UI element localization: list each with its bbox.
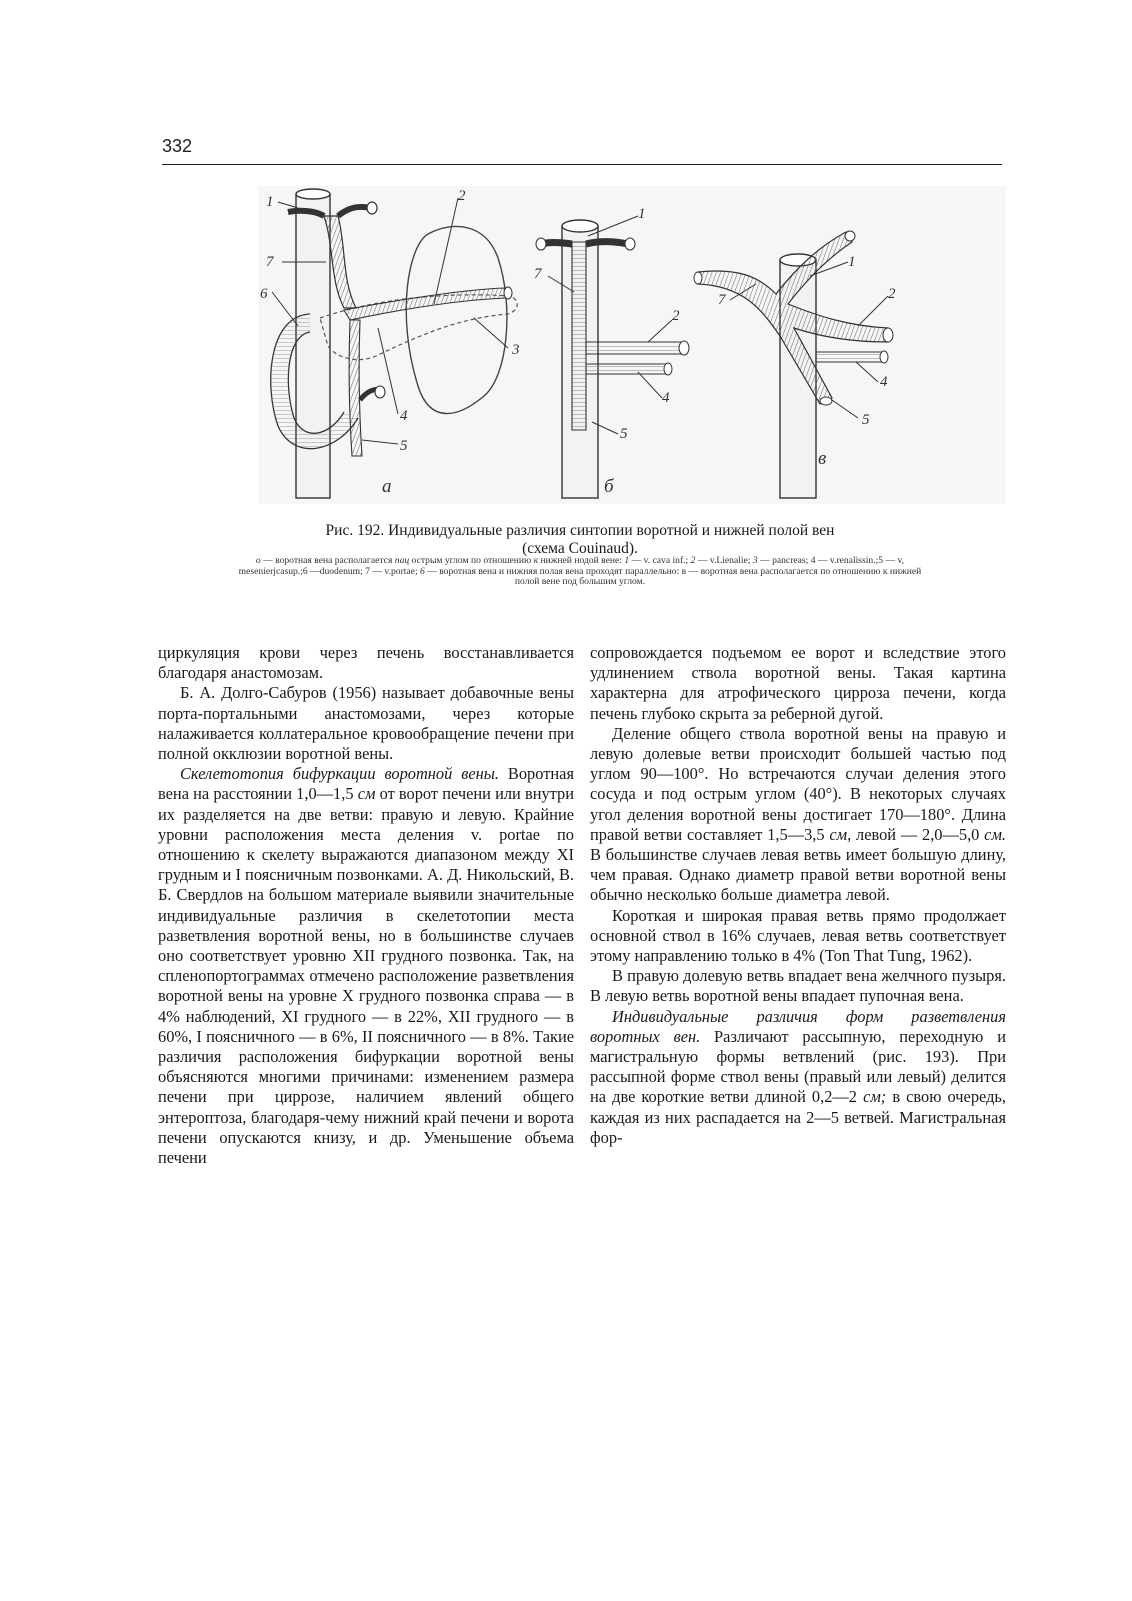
- text-run: циркуляция крови через печень восстанавливается благодаря анастомозам.: [158, 643, 574, 683]
- header-rule: [162, 164, 1002, 165]
- emphasis-text: см: [357, 784, 376, 804]
- emphasis-text: см;: [863, 1087, 887, 1107]
- callout-a-6: 6: [260, 286, 268, 302]
- callout-a-5: 5: [400, 438, 408, 454]
- right-column: [590, 643, 1006, 1148]
- text-run: — воротная вена и нижняя полая вена проходят параллельно: в — воротная вена располагается по отношению к нижней полой вене под большим углом.: [424, 565, 922, 588]
- callout-c-7: 7: [718, 292, 726, 308]
- callout-a-7: 7: [266, 254, 274, 270]
- callout-a-2: 2: [458, 188, 466, 204]
- figure-caption-subtitle: (схема Couinaud).: [522, 540, 638, 557]
- text-run: в свою очередь, каждая из них распадается на 2—5 ветвей. Магистральная фор-: [590, 1087, 1006, 1147]
- left-column: [158, 643, 574, 1168]
- callout-c-5: 5: [862, 412, 870, 428]
- paragraph: [590, 966, 1006, 1006]
- text-run: — v.Lienalie;: [695, 555, 753, 566]
- text-run: Различают рассыпную, переходную и магистральную формы ветвлений (рис. 193). При рассыпной форме ствол вены (правый или левый) делится на две короткие ветви длиной 0,2—2: [590, 1026, 1006, 1107]
- text-run: — v. cava inf.;: [629, 555, 691, 566]
- callout-a-4: 4: [400, 408, 408, 424]
- emphasis-text: 1: [624, 555, 630, 566]
- emphasis-text: к: [533, 555, 539, 566]
- text-run: Воротная вена на расстоянии 1,0—1,5: [158, 764, 574, 804]
- paragraph: [590, 906, 1006, 967]
- emphasis-text: о: [255, 555, 261, 566]
- text-run: острым углом по отношению: [409, 555, 534, 566]
- paragraph: [590, 724, 1006, 906]
- panel-label-c: в: [818, 448, 827, 469]
- paragraph: [158, 764, 574, 1168]
- figure-legend: [228, 556, 932, 588]
- callout-c-2: 2: [888, 286, 896, 302]
- figure-caption-title: Рис. 192. Индивидуальные различия синтопии воротной и нижней полой вен: [325, 522, 835, 539]
- text-run: — воротная вена располагается: [260, 555, 395, 566]
- callout-b-7: 7: [534, 266, 542, 282]
- callout-b-5: 5: [620, 426, 628, 442]
- emphasis-text: 3: [752, 555, 758, 566]
- text-run: сопровождается подъемом ее ворот и вследствие этого удлинением ствола воротной вены. Такая картина характерна для атрофического цирроза печени, когда печень глубоко скрыта за реберной дугой.: [590, 643, 1006, 723]
- panel-label-b: б: [604, 476, 614, 497]
- paragraph: [158, 683, 574, 764]
- emphasis-text: 2: [690, 555, 696, 566]
- callout-a-3: 3: [512, 342, 520, 358]
- text-run: В большинстве случаев левая ветвь имеет большую длину, чем правая. Однако диаметр правой ветви воротной вены обычно несколько больше диаметра левой.: [590, 845, 1006, 905]
- emphasis-text: см,: [829, 824, 852, 844]
- paragraph: [590, 643, 1006, 724]
- figure-192: [258, 186, 1006, 504]
- callout-b-1: 1: [638, 206, 646, 222]
- panel-label-a: а: [382, 476, 392, 497]
- text-run: нижней нодой вене:: [538, 555, 625, 566]
- paragraph: [590, 1007, 1006, 1148]
- page-number: 332: [162, 136, 193, 156]
- callout-b-2: 2: [672, 308, 680, 324]
- figure-caption: [180, 522, 980, 558]
- emphasis-text: Скелетотопия бифуркации воротной вены.: [180, 764, 499, 784]
- text-run: от ворот печени или внутри их разделяется на две ветви: правую и левую. Крайние уровни расположения места деления v. portae по отношению к скелету выражаются диапазоном между XI грудным и I поясничным позвонками. А. Д. Никольский, В. Б. Свердлов на большом материале выявили значительные индивидуальные различия в скелетотопии места разветвления воротной вены, но в большинстве случаев оно соответствует уровню XII грудного позвонка. Так, на спленопортограммах отмечено расположение разветвления воротной вены на уровне X грудного позвонка справа — в 4% наблюдений, XI грудного — в 22%, XII грудного — в 60%, I поясничного — в 6%, II поясничного — в 8%. Такие различия расположения бифуркации воротной вены объясняются многими причинами: изменением размера печени при циррозе, наличием явлений общего энтероптоза, благодаря-чему нижний край печени и ворота печени опускаются книзу, и др. Уменьшение объема печени: [158, 784, 574, 1168]
- emphasis-text: см.: [984, 824, 1007, 844]
- figure-192-drawing: [258, 186, 1006, 504]
- text-run: — pancreas; 4 — v.renalissin.;5 — v, mesenierjcasup.;6 —duodenum; 7 — v.portae;: [238, 555, 905, 577]
- text-run: В правую долевую ветвь впадает вена желчного пузыря. В левую ветвь воротной вены впадает пупочная вена.: [590, 966, 1006, 1006]
- callout-a-1: 1: [266, 194, 274, 210]
- emphasis-text: пац: [394, 555, 410, 566]
- paragraph: [158, 643, 574, 683]
- callout-b-4: 4: [662, 390, 670, 406]
- emphasis-text: Индивидуальные различия форм разветвления воротных вен.: [590, 1006, 1006, 1046]
- text-run: Б. А. Долго-Сабуров (1956) называет добавочные вены порта-портальными анастомозами, через которые налаживается коллатеральное кровообращение печени при полной окклюзии воротной вены.: [158, 683, 574, 764]
- callout-c-4: 4: [880, 374, 888, 390]
- callout-c-1: 1: [848, 254, 856, 270]
- text-run: Деление общего ствола воротной вены на правую и левую долевые ветви происходит большей частью под углом 90—100°. Но встречаются случаи деления этого сосуда и под острым углом (40°). В некоторых случаях угол деления воротной вены достигает 170—180°. Длина правой ветви составляет 1,5—3,5: [590, 723, 1006, 844]
- text-run: Короткая и широкая правая ветвь прямо продолжает основной ствол в 16% случаев, левая ветвь соответствует этому направлению только в 4% (Ton That Tung, 1962).: [590, 905, 1006, 966]
- text-run: левой — 2,0—5,0: [851, 824, 985, 844]
- emphasis-text: 6: [420, 565, 425, 577]
